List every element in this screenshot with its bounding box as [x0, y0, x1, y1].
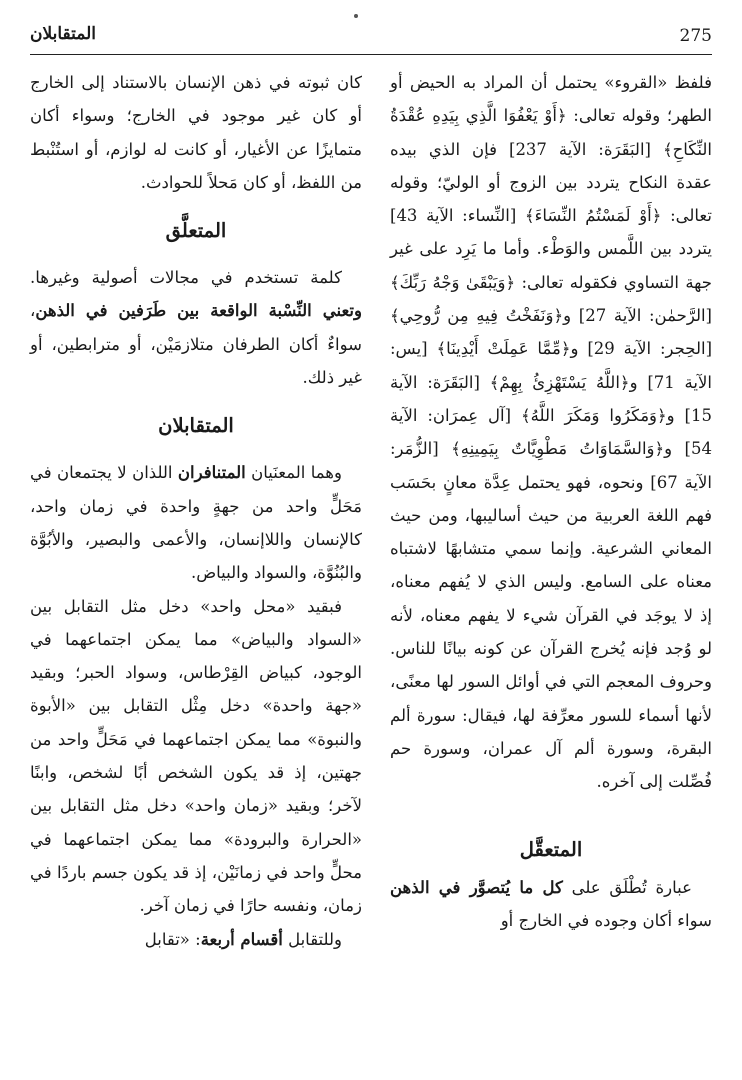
bold-run: أقسام أربعة: [200, 929, 283, 949]
right-column: [390, 66, 712, 937]
text-run: اللذان لا يجتمعان في مَحَلٍّ واحد من جهةٍ واحدة في زمان واحد، كالإنسان واللاإنسان، والأعمى والبصير، والأبُوَّة والبُنُوَّة، والسواد والبياض.: [30, 463, 362, 583]
heading-mutaalliq: المتعلَّق: [165, 218, 227, 242]
text-run: سواء أكان وجوده في الخارج أو: [500, 910, 712, 930]
paragraph-qurou: فلفظ «القروء» يحتمل أن المراد به الحيض أو الطهر؛ وقوله تعالى: ﴿أَوْ يَعْفُوَا الَّذِي بِيَدِهِ عُقْدَةُ النِّكَاحِ﴾ [البَقَرَة: الآية 237] فإن الذي بيده عقدة النكاح يتردد بين الزوج أو الوليّ؛ وقوله تعالى: ﴿أَوْ لَمَسْتُمُ النِّسَاءَ﴾ [النِّساء: الآية 43] يتردد بين اللَّمس والوَطْء. وأما ما يَرِد على غير جهة التساوي فكقوله تعالى: ﴿وَيَبْقَىٰ وَجْهُ رَبِّكَ﴾ [الرَّحمٰن: الآية 27] و﴿وَنَفَخْتُ فِيهِ مِن رُّوحِي﴾ [الحِجر: الآية 29] و﴿مِّمَّا عَمِلَتْ أَيْدِينَا﴾ [يس: الآية 71] و﴿اللَّهُ يَسْتَهْزِئُ بِهِمْ﴾ [البَقَرَة: الآية 15] و﴿وَمَكَرُوا وَمَكَرَ اللَّهُ﴾ [آل عِمرَان: الآية 54] و﴿وَالسَّمَاوَاتُ مَطْوِيَّاتٌ بِيَمِينِهِ﴾ [الزُّمَر: الآية 67] ونحوه، فهو يحتمل عِدَّة معانٍ بحَسَب فهم اللغة العربية من حيث أساليبها، ومن حيث المعاني الشرعية. وإنما سمي متشابهًا لاشتباه معناه على السامع. وليس الذي لا يُفهم معناه، إذ لا يوجَد في القرآن شيء لا يفهم معناه، لأنه لو وُجد فإنه يُخرج القرآن عن كونه بيانًا للناس. وحروف المعجم التي في أوائل السور لها معنًى، لأنها أسماء للسور معرِّفة لها، فيقال: سورة ألم البقرة، وسورة ألم آل عمران، وسورة حم فُصِّلت إلى آخره.: [390, 73, 713, 792]
left-column: [30, 66, 362, 956]
header-rule: [30, 54, 712, 55]
running-head: المتقابلان: [30, 24, 96, 44]
bold-run: المتنافران: [177, 463, 246, 483]
text-run: كلمة تستخدم في مجالات أصولية وغيرها.: [30, 268, 342, 288]
heading-wrap: [30, 394, 362, 456]
bold-run: كل ما يُتصوَّر في الذهن: [390, 877, 563, 897]
page-header: [30, 24, 712, 54]
text-run: وللتقابل: [282, 929, 342, 949]
page-number: 275: [679, 26, 712, 46]
bold-run: وتعني النِّسْبة الواقعة بين طَرَفين في الذهن: [35, 301, 362, 321]
text-run: : «تقابل: [144, 929, 201, 949]
paragraph-mutaqabilan: [30, 456, 362, 589]
heading-mutaqabilan: المتقابلان: [158, 413, 234, 437]
heading-wrap: [390, 799, 712, 871]
heading-mutaaqqal: المتعقَّل: [519, 838, 583, 862]
text-run: وهما المعنَيان: [245, 463, 342, 483]
text-run: ، سواءٌ أكان الطرفان متلازمَيْن، أو مترابطين، أو غير ذلك.: [30, 301, 362, 388]
paragraph-continuation: كان ثبوته في ذهن الإنسان بالاستناد إلى الخارج أو كان غير موجود في الخارج؛ وسواء أكان متمايزًا عن الأغيار، أو كانت له لوازم، أو استُنْبط من اللفظ، أو كان مَحلاً للحوادث.: [30, 73, 362, 192]
paragraph-mutaaqqal: [390, 871, 712, 938]
paragraph-aqsam: [30, 923, 362, 956]
page-dot: [354, 14, 358, 18]
paragraph-mutaalliq: [30, 261, 362, 394]
text-run: عبارة تُطْلَق على: [562, 877, 692, 897]
heading-wrap: [30, 199, 362, 261]
paragraph-qaid: فبقيد «محل واحد» دخل مثل التقابل بين «السواد والبياض» مما يمكن اجتماعهما في الوجود، كبياض القِرْطاس، وسواد الحبر؛ وبقيد «جهة واحدة» دخل مِثْل التقابل بين «الأبوة والنبوة» مما يمكن اجتماعهما في مَحَلٍّ واحد من جهتين، إذ قد يكون الشخص أبًا لشخص، وابنًا لآخر؛ وبقيد «زمان واحد» دخل مثل التقابل بين «الحرارة والبرودة» مما يمكن اجتماعهما في محلٍّ واحد في زمانَيْن، إذ قد يكون جسم باردًا في زمان، ونفسه حارًا في زمان آخر.: [30, 596, 362, 916]
